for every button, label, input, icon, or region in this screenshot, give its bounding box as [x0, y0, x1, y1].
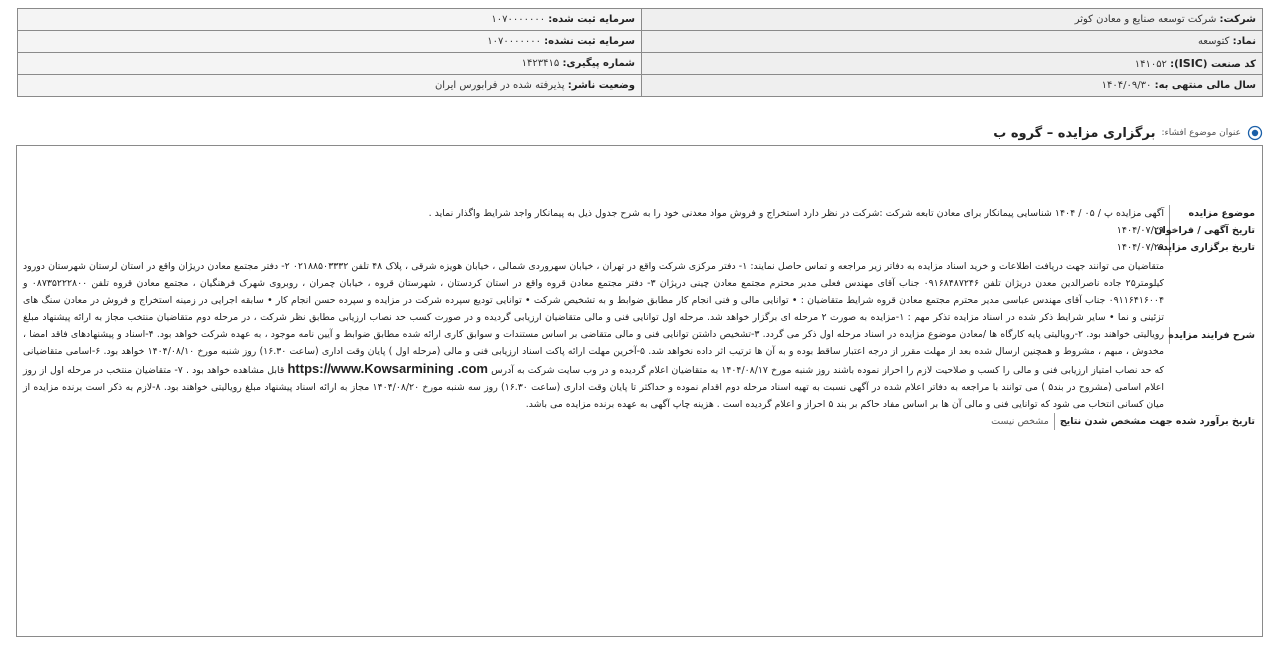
info-row-3 [18, 53, 1263, 75]
announce-date-value: ۱۴۰۴/۰۷/۲۹ [1116, 225, 1164, 236]
isic-cell [642, 53, 1263, 75]
fiscal-year-label: سال مالی منتهی به: [1154, 80, 1256, 91]
tracking-number-label: شماره پیگیری: [562, 58, 635, 69]
process-text-part-2: قابل مشاهده خواهد بود . ۷- متقاضیان منتخب در مرحله اول از روز اعلام اسامی (مشروح در بند۵ ) می توانند با مراجعه به دفاتر اعلام شده در آگهی نسبت به تهیه اسناد مرحله دوم اقدام نموده و حداکثر تا پایان وقت اداری (ساعت ۱۶.۳۰) روز سه شنبه مورخ ۱۴۰۴/۰۸/۲۰ مجاز به ارائه اسناد پیشنهاد مبلغ رویالیتی خواهند بود. ۸-لازم به ذکر است برنده مزایده از میان کسانی انتخاب می شود که توانایی فنی و مالی آن ها بر اساس مفاد حاکم بر بند ۵ احراز و اعلام گردیده است . هزینه چاپ آگهی به عهده برنده مزایده می باشد. [23, 365, 1165, 410]
auction-rows [23, 205, 1255, 430]
subject-prefix: عنوان موضوع افشاء: [1161, 128, 1241, 138]
result-date-row [23, 413, 1255, 430]
registered-capital-label: سرمایه ثبت شده: [548, 14, 635, 25]
subject-title: برگزاری مزایده – گروه ب [993, 125, 1156, 141]
unregistered-capital-label: سرمایه ثبت نشده: [544, 36, 635, 47]
company-website-link[interactable]: https://www.Kowsarmining .com [287, 361, 488, 376]
fiscal-year-cell [642, 75, 1263, 97]
publisher-status-label: وضعیت ناشر: [567, 80, 635, 91]
auction-topic-value: آگهی مزایده پ / ۰۵ / ۱۴۰۴ شناسایی پیمانکار برای معادن تابعه شرکت :شرکت در نظر دارد استخراج و فروش مواد معدنی خود را به شرح جدول ذیل به پیمانکار واجد شرایط واگذار نماید . [428, 208, 1164, 219]
company-cell [642, 9, 1263, 31]
company-value: شرکت توسعه صنایع و معادن کوثر [1074, 14, 1217, 25]
unregistered-capital-value: ۱۰۷۰۰۰۰۰۰۰ [487, 36, 541, 47]
auction-topic-row [23, 205, 1255, 222]
process-row [23, 258, 1255, 413]
info-row-2 [18, 31, 1263, 53]
isic-value: ۱۴۱۰۵۲ [1134, 59, 1167, 70]
announce-date-row [23, 222, 1255, 239]
disclosure-subject [993, 123, 1263, 143]
process-description [23, 258, 1164, 413]
fiscal-year-value: ۱۴۰۴/۰۹/۳۰ [1101, 80, 1152, 91]
process-label: شرح فرایند مزایده [1169, 327, 1255, 344]
tracking-number-cell [18, 53, 642, 75]
symbol-cell [642, 31, 1263, 53]
unregistered-capital-cell [18, 31, 642, 53]
info-row-4 [18, 75, 1263, 97]
info-row-1 [18, 9, 1263, 31]
result-date-label: تاریخ برآورد شده جهت مشخص شدن نتایج [1054, 413, 1255, 430]
isic-label: کد صنعت (ISIC): [1170, 57, 1256, 70]
auction-details-box [16, 145, 1263, 637]
publisher-status-value: پذیرفته شده در فرابورس ایران [434, 80, 565, 91]
registered-capital-value: ۱۰۷۰۰۰۰۰۰۰ [491, 14, 546, 25]
announce-date-label: تاریخ آگهی / فراخوان [1169, 222, 1255, 239]
held-date-value: ۱۴۰۴/۰۷/۲۹ [1116, 242, 1164, 253]
auction-topic-label: موضوع مزایده [1169, 205, 1255, 222]
held-date-label: تاریخ برگزاری مزایده [1169, 239, 1255, 256]
symbol-label: نماد: [1232, 36, 1256, 47]
symbol-value: کتوسعه [1197, 36, 1230, 47]
publisher-status-cell [18, 75, 642, 97]
company-info-table [17, 8, 1263, 97]
held-date-row [23, 239, 1255, 256]
process-text-part-1: متقاضیان می توانند جهت دریافت اطلاعات و خرید اسناد مزایده به دفاتر زیر مراجعه و تماس حاصل نمایند: ۱- دفتر مرکزی شرکت واقع در تهران ، خیابان سهروردی شمالی ، خیابان هویزه شرقی ، پلاک ۴۸ تلفن ۰۲۱۸۸۵۰۳۳۳۲ ۲- دفتر مجتمع معادن دریژان واقع در استان لرستان شهرستان دورود کیلومتر۲۵ جاده ناصرالدین معدن دریژان تلفن ۰۹۱۶۸۴۸۷۲۴۶ جناب آقای مهندس فعلی مدیر محترم مجتمع معادن چینی دریژان ۳- دفتر مجتمع معادن قروه واقع در استان کردستان ، شهرستان قروه ، خیابان چمران ، روبروی شهرک فرهنگیان ، مجتمع معادن قروه تلفن ۰۸۷۳۵۲۲۲۸۰۰ و ۰۹۱۱۶۴۱۶۰۰۴ جناب آقای مهندس عباسی مدیر محترم مجتمع معادن قروه شرایط متقاضیان : • توانایی مالی و فنی انجام کار مطابق ضوابط و به تشخیص شرکت • توانایی تودیع سپرده شرکت در مزایده و سپرده حسن انجام کار • سابقه اجرایی در زمینه استخراج و فروش در معادن سنگ های تزئینی و نما • سایر شرایط ذکر شده در اسناد مزایده تذکر مهم : ۱-مزایده به صورت ۲ مرحله ای برگزار خواهد شد. مرحله اول توانایی فنی و مالی متقاضیان ارزیابی گردیده و در صورت کسب حد نصاب ارزیابی مطابق نظر شرکت ، در مرحله دوم متقاضیان منتخب مجاز به ارائه پیشنهاد مبلغ رویالیتی خواهند بود. ۲-رویالیتی پایه کارگاه ها /معادن موضوع مزایده در اسناد مرحله اول ذکر می گردد. ۳-تشخیص داشتن توانایی فنی و مالی متقاضی بر اساس مستندات و سوابق کاری ارائه شده مطابق ضوابط و آیین نامه موجود ، به عهده شرکت خواهد بود. ۴-اسناد و پیشنهادهای فاقد امضا ، مخدوش ، مبهم ، مشروط و همچنین ارسال شده بعد از مهلت مقرر از درجه اعتبار ساقط بوده و به آن ها ترتیب اثر داده نخواهد شد. ۵-آخرین مهلت ارائه پاکت اسناد ارزیابی فنی و مالی (مرحله اول ) پایان وقت اداری (ساعت ۱۶.۳۰) روز شنبه مورخ ۱۴۰۴/۰۸/۱۰ خواهد بود. ۶-اسامی متقاضیانی که حد نصاب امتیاز ارزیابی فنی و مالی را کسب و صلاحیت لازم را احراز نموده باشند روز شنبه مورخ ۱۴۰۴/۰۸/۱۷ به متقاضیان اعلام گردیده و در وب سایت شرکت به آدرس [23, 261, 1165, 376]
company-label: شرکت: [1219, 14, 1256, 25]
registered-capital-cell [18, 9, 642, 31]
radio-selected-icon[interactable] [1247, 125, 1263, 141]
result-date-value: مشخص نیست [991, 416, 1049, 427]
tracking-number-value: ۱۴۲۳۴۱۵ [521, 58, 560, 69]
